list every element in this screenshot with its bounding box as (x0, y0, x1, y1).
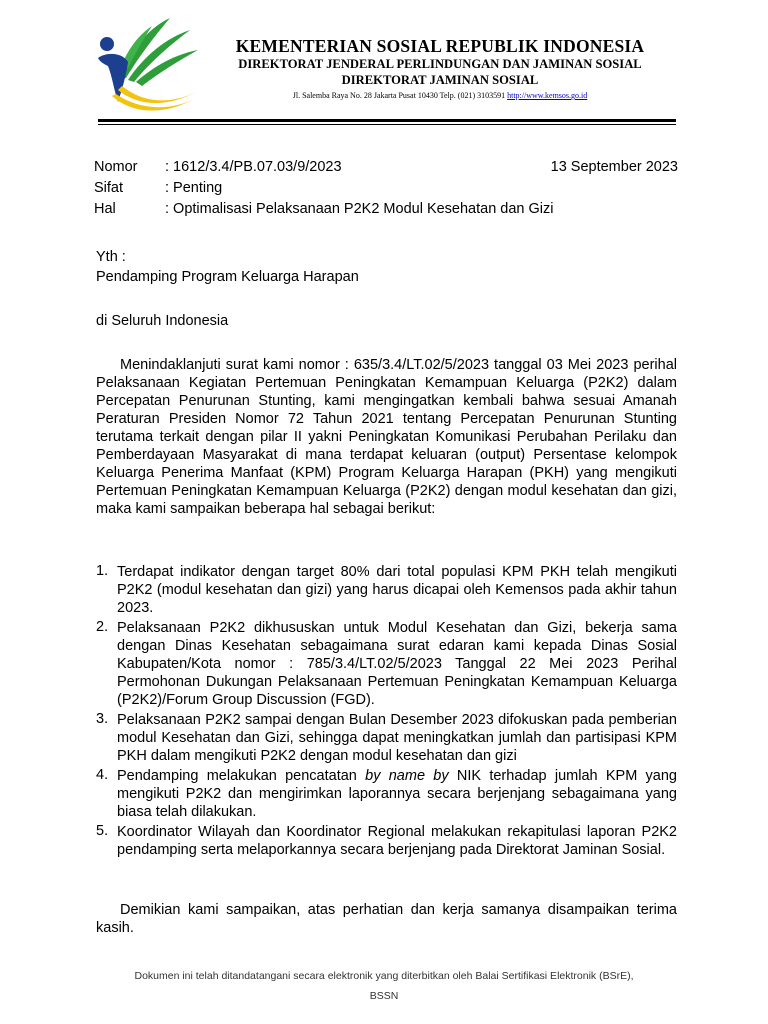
letterhead-rule-thin (98, 124, 676, 125)
hal-label: Hal (94, 201, 116, 217)
list-item-text: Pelaksanaan P2K2 sampai dengan Bulan Desember 2023 difokuskan pada pemberian modul Kesehatan dan Gizi, sehingga dapat meningkatkan jumlah dan partisipasi KPM PKH dalam mengikuti P2K2 dengan modul kesehatan dan gizi (117, 712, 677, 764)
list-item-text: Terdapat indikator dengan target 80% dari total populasi KPM PKH telah mengikuti P2K2 (modul kesehatan dan gizi) yang harus dicapai oleh Kemensos pada akhir tahun 2023. (117, 564, 677, 616)
kemensos-logo-icon (92, 16, 202, 116)
list-item (96, 767, 677, 821)
list-item-number: 5. (96, 823, 109, 839)
sifat-row (94, 178, 678, 199)
sifat-label: Sifat (94, 180, 124, 196)
closing-paragraph: Demikian kami sampaikan, atas perhatian dan kerja samanya disampaikan terima kasih. (96, 902, 677, 936)
list-item-number: 2. (96, 619, 109, 635)
list-item-text-after: NIK terhadap jumlah KPM yang mengikuti P2K2 dan mengirimkan laporannya secara berjenjang sebagaimana yang biasa telah dilakukan. (117, 768, 677, 820)
letterhead-rule-thick (98, 119, 676, 122)
footer-line-2: BSSN (369, 990, 399, 1002)
list-item-number: 1. (96, 563, 109, 579)
letterhead-address (205, 90, 675, 101)
recipient-block (96, 247, 359, 287)
list-item-text: Pelaksanaan P2K2 dikhususkan untuk Modul Kesehatan dan Gizi, bekerja sama dengan Dinas Kesehatan sebagaimana surat edaran kami kepada Dinas Sosial Kabupaten/Kota nomor : 785/3.4/LT.02/5/2023 Tanggal 22 Mei 2023 Perihal Permohonan Dukungan Pelaksanaan Pertemuan Peningkatan Kemampuan Keluarga (P2K2)/Forum Group Discussion (FGD). (117, 620, 677, 708)
ministry-name: KEMENTERIAN SOSIAL REPUBLIK INDONESIA (235, 36, 645, 56)
footer-line-1: Dokumen ini telah ditandatangani secara elektronik yang diterbitkan oleh Balai Sertifikasi Elektronik (BSrE), (134, 970, 634, 982)
hal-row (94, 199, 678, 220)
nomor-label: Nomor (94, 159, 138, 175)
sifat-value: : Penting (165, 180, 223, 196)
points-list (96, 563, 677, 861)
letter-meta (94, 157, 678, 220)
e-signature-footer (84, 966, 684, 1006)
recipient-name: Pendamping Program Keluarga Harapan (96, 269, 359, 285)
letterhead-text (205, 36, 675, 101)
nomor-row (94, 157, 678, 178)
list-item-text-italic: by name by (365, 768, 449, 784)
list-item-text: Koordinator Wilayah dan Koordinator Regional melakukan rekapitulasi laporan P2K2 pendamping serta melaporkannya secara berjenjang pada Direktorat Jaminan Sosial. (117, 824, 677, 858)
list-item (96, 823, 677, 859)
recipient-yth: Yth : (96, 249, 126, 265)
list-item (96, 563, 677, 617)
recipient-location: di Seluruh Indonesia (96, 313, 229, 329)
list-item-text-before: Pendamping melakukan pencatatan (117, 768, 366, 784)
letter-date: 13 September 2023 (550, 159, 678, 175)
opening-paragraph: Menindaklanjuti surat kami nomor : 635/3.4/LT.02/5/2023 tanggal 03 Mei 2023 perihal Pelaksanaan Kegiatan Pertemuan Peningkatan Kemampuan Keluarga (P2K2) dalam Percepatan Penurunan Stunting, kami mengingatkan kembali bahwa sesuai Amanah Peraturan Presiden Nomor 72 Tahun 2021 tentang Percepatan Penurunan Stunting terutama terkait dengan pilar II yakni Peningkatan Komunikasi Perubahan Perilaku dan Pemberdayaan Masyarakat di mana terdapat keluaran (output) Persentase kelompok Keluarga Penerima Manfaat (KPM) Program Keluarga Harapan (PKH) yang mengikuti Pertemuan Peningkatan Kemampuan Keluarga (P2K2) dengan modul kesehatan dan gizi, maka kami sampaikan beberapa hal sebagai berikut: (96, 357, 677, 517)
address-text: Jl. Salemba Raya No. 28 Jakarta Pusat 10430 Telp. (021) 3103591 (292, 91, 506, 100)
letterhead (0, 0, 768, 130)
hal-value: : Optimalisasi Pelaksanaan P2K2 Modul Kesehatan dan Gizi (165, 201, 554, 217)
list-item-number: 3. (96, 711, 109, 727)
nomor-value: : 1612/3.4/PB.07.03/9/2023 (165, 159, 342, 175)
list-item-number: 4. (96, 767, 109, 783)
list-item (96, 711, 677, 765)
directorate-general-name: DIREKTORAT JENDERAL PERLINDUNGAN DAN JAMINAN SOSIAL (238, 57, 642, 71)
list-item (96, 619, 677, 709)
directorate-name: DIREKTORAT JAMINAN SOSIAL (341, 73, 539, 87)
website-link[interactable]: http://www.kemsos.go.id (507, 91, 588, 100)
